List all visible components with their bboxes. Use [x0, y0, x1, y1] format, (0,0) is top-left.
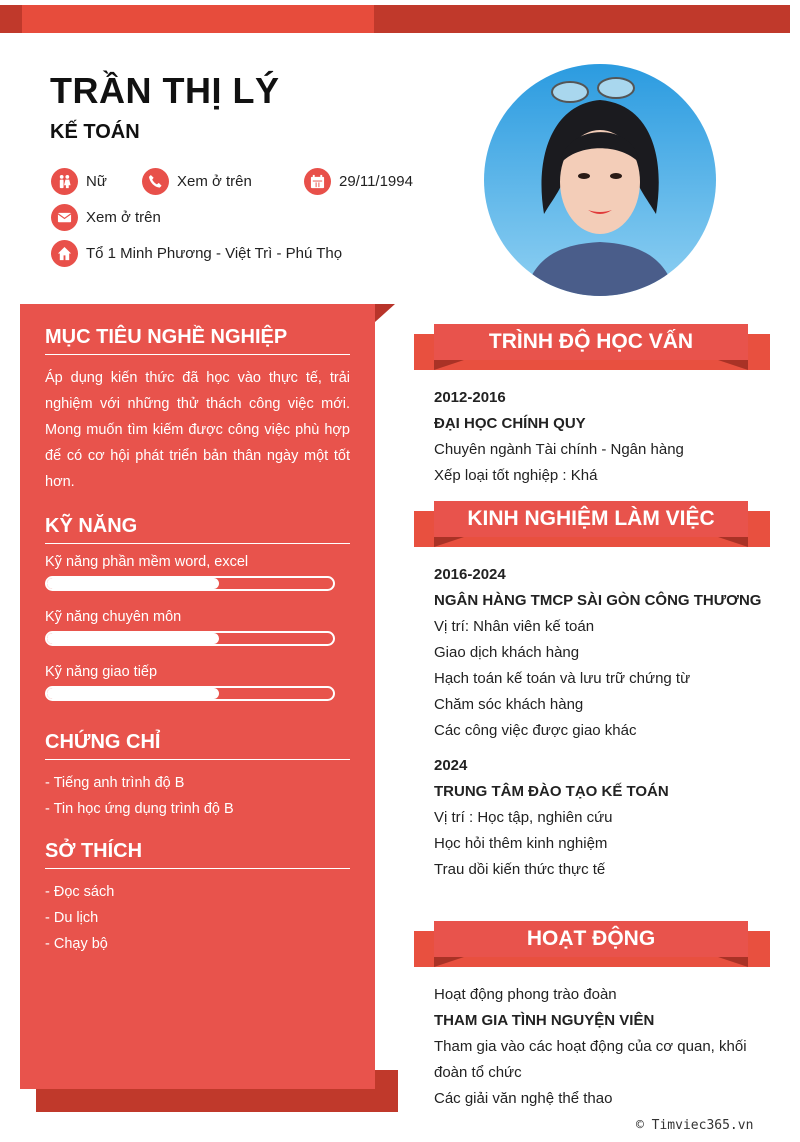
- skill-label: Kỹ năng chuyên môn: [45, 609, 182, 625]
- skill-label: Kỹ năng phần mềm word, excel: [45, 554, 249, 570]
- education-period: 2012-2016: [434, 389, 506, 406]
- experience-title: KINH NGHIỆM LÀM VIỆC: [434, 501, 748, 537]
- job-line: Vị trí : Học tập, nghiên cứu: [434, 809, 613, 826]
- hobby-item: - Chạy bộ: [45, 936, 108, 952]
- activities-ribbon: [414, 921, 770, 981]
- skills-list: [45, 554, 350, 701]
- job-title: KẾ TOÁN: [50, 121, 140, 143]
- certificate-item: - Tiếng anh trình độ B: [45, 775, 185, 791]
- job-period: 2016-2024: [434, 566, 506, 583]
- activity-line: Các giải văn nghệ thể thao: [434, 1090, 613, 1107]
- job-line: Vị trí: Nhân viên kế toán: [434, 618, 595, 635]
- skill-bar: [45, 631, 335, 646]
- candidate-name: TRẦN THỊ LÝ: [50, 70, 280, 111]
- skill-label: Kỹ năng giao tiếp: [45, 664, 158, 680]
- experience-ribbon: [414, 501, 770, 561]
- job-line: Hạch toán kế toán và lưu trữ chứng từ: [434, 670, 691, 687]
- job-line: Giao dịch khách hàng: [434, 644, 580, 661]
- skill-bar-fill: [47, 578, 219, 589]
- objective-text: Áp dụng kiến thức đã học vào thực tế, trải nghiệm với những thử thách công việc mới. Mong muốn tìm kiếm được công việc phù hợp để có cơ hội phát triển bản thân ngày một tốt hơn.: [45, 370, 350, 490]
- job-line: Trau dồi kiến thức thực tế: [434, 861, 606, 878]
- hobby-item: - Đọc sách: [45, 884, 115, 900]
- job-company: NGÂN HÀNG TMCP SÀI GÒN CÔNG THƯƠNG: [434, 592, 762, 609]
- certificate-item: - Tin học ứng dụng trình độ B: [45, 801, 234, 817]
- job-line: Học hỏi thêm kinh nghiệm: [434, 835, 608, 852]
- skills-title: KỸ NĂNG: [45, 515, 350, 544]
- gender-info: [51, 168, 107, 195]
- birthday-value: 29/11/1994: [339, 173, 413, 190]
- skill-bar: [45, 576, 335, 591]
- skill-bar: [45, 686, 335, 701]
- education-title: TRÌNH ĐỘ HỌC VẤN: [434, 324, 748, 360]
- activity-line: Tham gia vào các hoạt động của cơ quan, khối đoàn tổ chức: [434, 1038, 747, 1081]
- birthday-info: [304, 168, 413, 195]
- experience-job-2: [434, 753, 770, 883]
- hobbies-title: SỞ THÍCH: [45, 840, 350, 869]
- top-bar-accent: [22, 5, 374, 33]
- watermark: © Timviec365.vn: [636, 1118, 754, 1133]
- email-info: [51, 204, 161, 231]
- phone-icon: [142, 168, 169, 195]
- experience-job-1: [434, 562, 770, 744]
- activity-heading: THAM GIA TÌNH NGUYỆN VIÊN: [434, 1012, 655, 1029]
- email-icon: [51, 204, 78, 231]
- hobby-item: - Du lịch: [45, 910, 99, 926]
- education-school: ĐẠI HỌC CHÍNH QUY: [434, 415, 586, 432]
- certificates-title: CHỨNG CHỈ: [45, 731, 350, 760]
- job-period: 2024: [434, 757, 468, 774]
- activities-title: HOẠT ĐỘNG: [434, 921, 748, 957]
- left-panel: [20, 304, 375, 1089]
- objective-title: MỤC TIÊU NGHỀ NGHIỆP: [45, 326, 350, 355]
- activity-line: Hoạt động phong trào đoàn: [434, 986, 617, 1003]
- skill-bar-fill: [47, 688, 219, 699]
- email-value: Xem ở trên: [86, 209, 161, 226]
- job-company: TRUNG TÂM ĐÀO TẠO KẾ TOÁN: [434, 783, 669, 800]
- education-line: Chuyên ngành Tài chính - Ngân hàng: [434, 441, 684, 458]
- activities-block: [434, 982, 770, 1112]
- skill-bar-fill: [47, 633, 219, 644]
- phone-value: Xem ở trên: [177, 173, 252, 190]
- gender-icon: [51, 168, 78, 195]
- calendar-icon: [304, 168, 331, 195]
- job-line: Các công việc được giao khác: [434, 722, 637, 739]
- left-panel-fold: [375, 304, 395, 322]
- phone-info: [142, 168, 252, 195]
- education-ribbon: [414, 324, 770, 384]
- address-info: [51, 240, 342, 267]
- address-value: Tổ 1 Minh Phương - Việt Trì - Phú Thọ: [86, 245, 343, 262]
- home-icon: [51, 240, 78, 267]
- job-line: Chăm sóc khách hàng: [434, 696, 584, 713]
- education-block: [434, 385, 770, 489]
- gender-value: Nữ: [86, 173, 107, 190]
- profile-photo: [484, 64, 716, 296]
- education-line: Xếp loại tốt nghiệp : Khá: [434, 467, 598, 484]
